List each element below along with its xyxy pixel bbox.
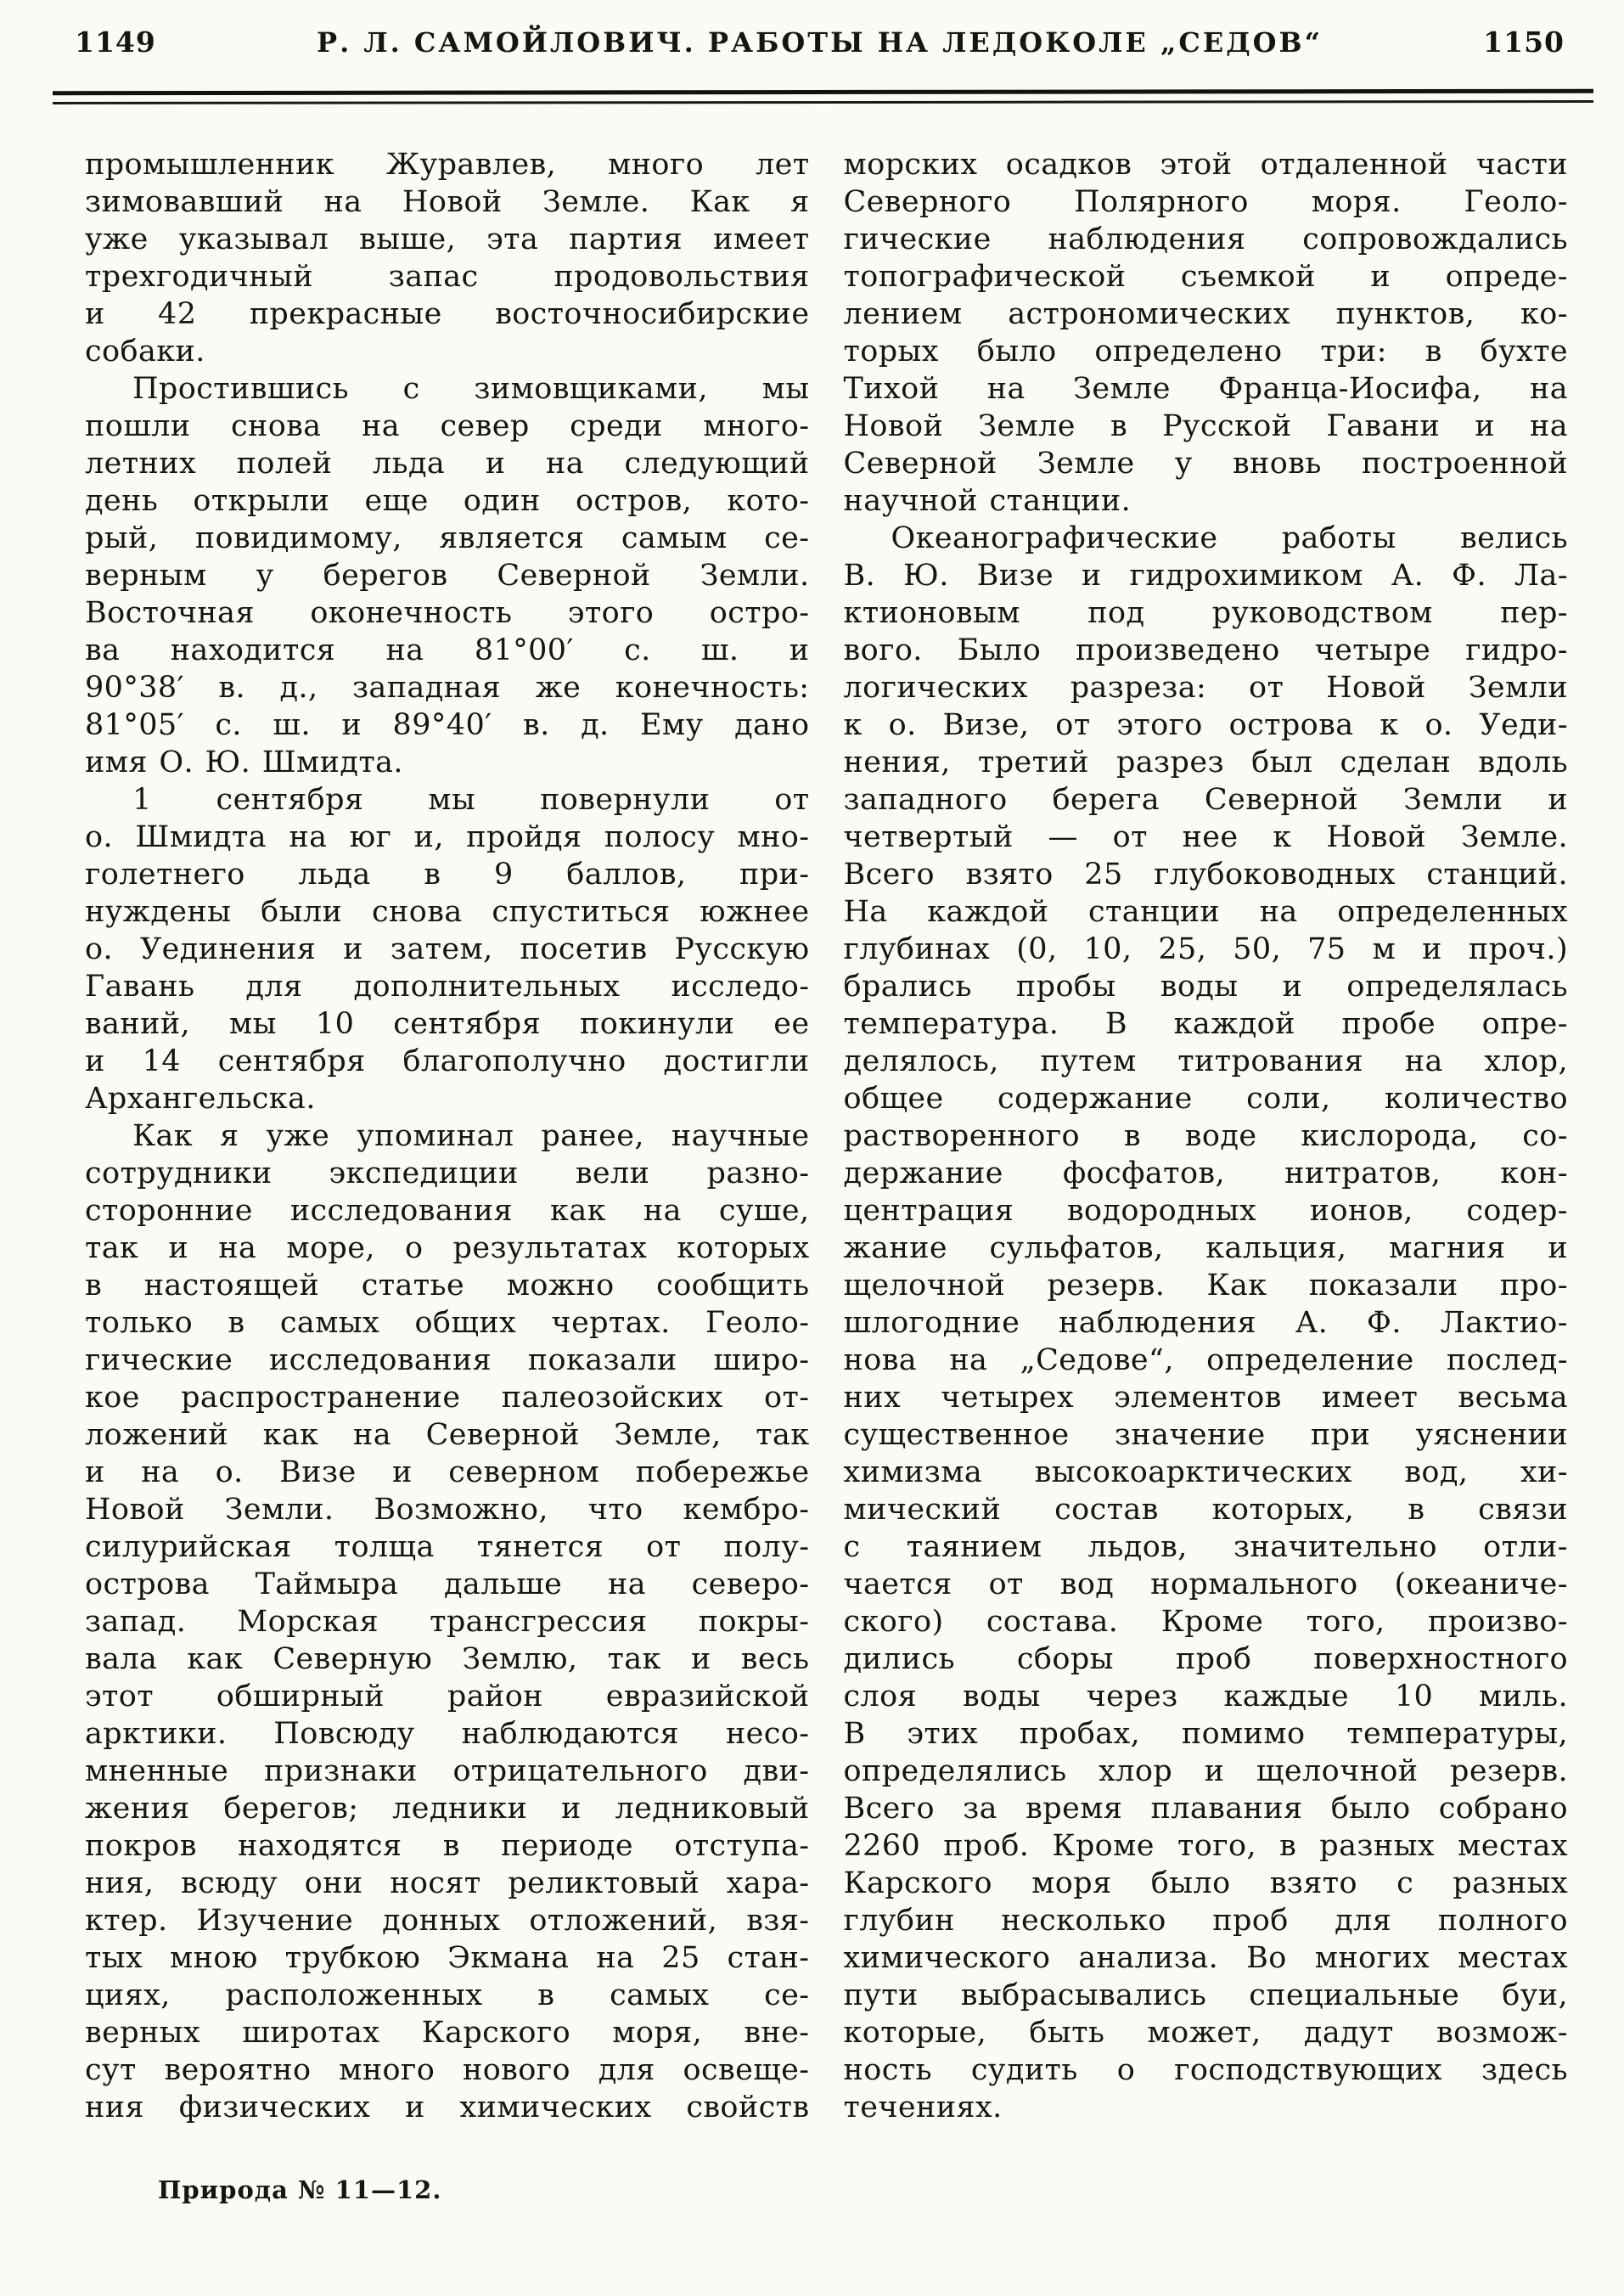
text-line: Как я уже упоминал ранее, научные <box>132 1119 810 1153</box>
text-line: сут вероятно много нового для освеще- <box>85 2053 810 2087</box>
text-line: 90°38′ в. д., западная же конечность: <box>85 671 810 705</box>
text-line: топографической съемкой и опреде- <box>843 260 1568 294</box>
text-line: нова на „Седове“, определение послед- <box>843 1343 1568 1377</box>
text-line: Простившись с зимовщиками, мы <box>132 372 810 406</box>
text-line: тых мною трубкою Экмана на 25 стан- <box>85 1941 810 1975</box>
text-body <box>85 146 1568 2126</box>
header-rule-bottom <box>53 100 1593 104</box>
text-line: ния физических и химических свойств <box>85 2091 810 2124</box>
text-line: ния, всюду они носят реликтовый хара- <box>85 1866 810 1900</box>
text-line: ского) состава. Кроме того, произво- <box>843 1605 1568 1639</box>
text-line: ва находится на 81°00′ с. ш. и <box>85 633 810 667</box>
text-line: ктионовым под руководством пер- <box>843 596 1568 630</box>
text-line: к о. Визе, от этого острова к о. Уеди- <box>843 708 1568 742</box>
left-column <box>85 146 810 2126</box>
text-line: Гавань для дополнительных исследо- <box>85 970 810 1004</box>
text-line: В этих пробах, помимо температуры, <box>843 1717 1568 1751</box>
text-line: вала как Северную Землю, так и весь <box>85 1642 810 1676</box>
text-line: Всего за время плавания было собрано <box>843 1792 1568 1826</box>
text-line: Тихой на Земле Франца-Иосифа, на <box>843 372 1568 406</box>
text-line: трехгодичный запас продовольствия <box>85 260 810 294</box>
text-line: Новой Земле в Русской Гавани и на <box>843 409 1568 443</box>
text-line: силурийская толща тянется от полу- <box>85 1530 810 1564</box>
text-line: В. Ю. Визе и гидрохимиком А. Ф. Ла- <box>843 559 1568 593</box>
text-line: Северного Полярного моря. Геоло- <box>843 185 1568 219</box>
text-line: которые, быть может, дадут возмож- <box>843 2016 1568 2050</box>
text-line: мический состав которых, в связи <box>843 1493 1568 1527</box>
text-line: 1 сентября мы повернули от <box>132 783 810 817</box>
text-line: лением астрономических пунктов, ко- <box>843 297 1568 331</box>
text-line: запад. Морская трансгрессия покры- <box>85 1605 810 1639</box>
text-line: Всего взято 25 глубоководных станций. <box>843 858 1568 892</box>
text-line: общее содержание соли, количество <box>843 1082 1568 1116</box>
text-line: только в самых общих чертах. Геоло- <box>85 1306 810 1340</box>
text-line: верных широтах Карского моря, вне- <box>85 2016 810 2050</box>
text-line: нуждены были снова спуститься южнее <box>85 895 810 929</box>
text-line: Новой Земли. Возможно, что кембро- <box>85 1493 810 1527</box>
text-line: существенное значение при уяснении <box>843 1418 1568 1452</box>
text-line: шлогодние наблюдения А. Ф. Лактио- <box>843 1306 1568 1340</box>
text-line: центрация водородных ионов, содер- <box>843 1194 1568 1228</box>
text-line: глубинах (0, 10, 25, 50, 75 м и проч.) <box>843 932 1568 966</box>
page-number-left: 1149 <box>75 25 156 59</box>
text-line: ность судить о господствующих здесь <box>843 2053 1568 2087</box>
journal-imprint: Природа № 11—12. <box>158 2175 442 2204</box>
text-line: глубин несколько проб для полного <box>843 1904 1568 1938</box>
text-line: жения берегов; ледники и ледниковый <box>85 1792 810 1826</box>
text-line: щелочной резерв. Как показали про- <box>843 1269 1568 1303</box>
text-line: о. Шмидта на юг и, пройдя полосу мно- <box>85 820 810 854</box>
text-line: зимовавший на Новой Земле. Как я <box>85 185 810 219</box>
running-head <box>75 25 1565 59</box>
text-line: логических разреза: от Новой Земли <box>843 671 1568 705</box>
text-line: пути выбрасывались специальные буи, <box>843 1978 1568 2012</box>
text-line: химизма высокоарктических вод, хи- <box>843 1455 1568 1489</box>
text-line: ваний, мы 10 сентября покинули ее <box>85 1007 810 1041</box>
text-line: держание фосфатов, нитратов, кон- <box>843 1156 1568 1190</box>
text-line: Архангельска. <box>85 1082 316 1116</box>
text-line: и на о. Визе и северном побережье <box>85 1455 810 1489</box>
running-title: Р. Л. САМОЙЛОВИЧ. РАБОТЫ НА ЛЕДОКОЛЕ „СЕДОВ“ <box>317 26 1323 59</box>
text-line: Океанографические работы велись <box>891 521 1568 555</box>
page-number-right: 1150 <box>1483 25 1565 59</box>
text-line: и 14 сентября благополучно достигли <box>85 1044 810 1078</box>
text-line: чается от вод нормального (океаниче- <box>843 1567 1568 1601</box>
text-line: брались пробы воды и определялась <box>843 970 1568 1004</box>
text-line: 81°05′ с. ш. и 89°40′ в. д. Ему дано <box>85 708 810 742</box>
text-line: промышленник Журавлев, много лет <box>85 148 810 182</box>
text-line: четвертый — от нее к Новой Земле. <box>843 820 1568 854</box>
text-line: рый, повидимому, является самым се- <box>85 521 810 555</box>
text-line: течениях. <box>843 2091 1003 2124</box>
text-line: температура. В каждой пробе опре- <box>843 1007 1568 1041</box>
text-line: сотрудники экспедиции вели разно- <box>85 1156 810 1190</box>
text-line: сторонние исследования как на суше, <box>85 1194 810 1228</box>
text-line: циях, расположенных в самых се- <box>85 1978 810 2012</box>
text-line: них четырех элементов имеет весьма <box>843 1381 1568 1415</box>
text-line: собаки. <box>85 335 205 369</box>
text-line: и 42 прекрасные восточносибирские <box>85 297 810 331</box>
text-line: пошли снова на север среди много- <box>85 409 810 443</box>
text-line: Северной Земле у вновь построенной <box>843 447 1568 481</box>
text-line: имя О. Ю. Шмидта. <box>85 746 403 779</box>
text-line: ктер. Изучение донных отложений, взя- <box>85 1904 810 1938</box>
text-line: о. Уединения и затем, посетив Русскую <box>85 932 810 966</box>
header-rule-top <box>53 89 1593 96</box>
text-line: дились сборы проб поверхностного <box>843 1642 1568 1676</box>
text-line: верным у берегов Северной Земли. <box>85 559 810 593</box>
text-line: с таянием льдов, значительно отли- <box>843 1530 1568 1564</box>
text-line: Восточная оконечность этого остро- <box>85 596 810 630</box>
text-line: уже указывал выше, эта партия имеет <box>85 222 810 256</box>
text-line: западного берега Северной Земли и <box>843 783 1568 817</box>
text-line: гические исследования показали широ- <box>85 1343 810 1377</box>
text-line: делялось, путем титрования на хлор, <box>843 1044 1568 1078</box>
text-line: в настоящей статье можно сообщить <box>85 1269 810 1303</box>
text-line: кое распространение палеозойских от- <box>85 1381 810 1415</box>
text-line: торых было определено три: в бухте <box>843 335 1568 369</box>
text-line: гические наблюдения сопровождались <box>843 222 1568 256</box>
text-line: определялись хлор и щелочной резерв. <box>843 1754 1568 1788</box>
text-line: мненные признаки отрицательного дви- <box>85 1754 810 1788</box>
text-line: покров находятся в периоде отступа- <box>85 1829 810 1863</box>
text-line: морских осадков этой отдаленной части <box>843 148 1568 182</box>
text-line: острова Таймыра дальше на северо- <box>85 1567 810 1601</box>
text-line: арктики. Повсюду наблюдаются несо- <box>85 1717 810 1751</box>
text-line: нения, третий разрез был сделан вдоль <box>843 746 1568 779</box>
text-line: жание сульфатов, кальция, магния и <box>843 1231 1568 1265</box>
text-line: этот обширный район евразийской <box>85 1680 810 1714</box>
text-line: растворенного в воде кислорода, со- <box>843 1119 1568 1153</box>
text-line: На каждой станции на определенных <box>843 895 1568 929</box>
text-line: научной станции. <box>843 484 1132 518</box>
text-line: голетнего льда в 9 баллов, при- <box>85 858 810 892</box>
text-line: день открыли еще один остров, кото- <box>85 484 810 518</box>
text-line: Карского моря было взято с разных <box>843 1866 1568 1900</box>
text-line: вого. Было произведено четыре гидро- <box>843 633 1568 667</box>
text-line: так и на море, о результатах которых <box>85 1231 810 1265</box>
text-line: летних полей льда и на следующий <box>85 447 810 481</box>
text-line: ложений как на Северной Земле, так <box>85 1418 810 1452</box>
text-line: слоя воды через каждые 10 миль. <box>843 1680 1568 1714</box>
right-column <box>844 146 1569 2126</box>
text-line: химического анализа. Во многих местах <box>843 1941 1568 1975</box>
text-line: 2260 проб. Кроме того, в разных местах <box>843 1829 1568 1863</box>
